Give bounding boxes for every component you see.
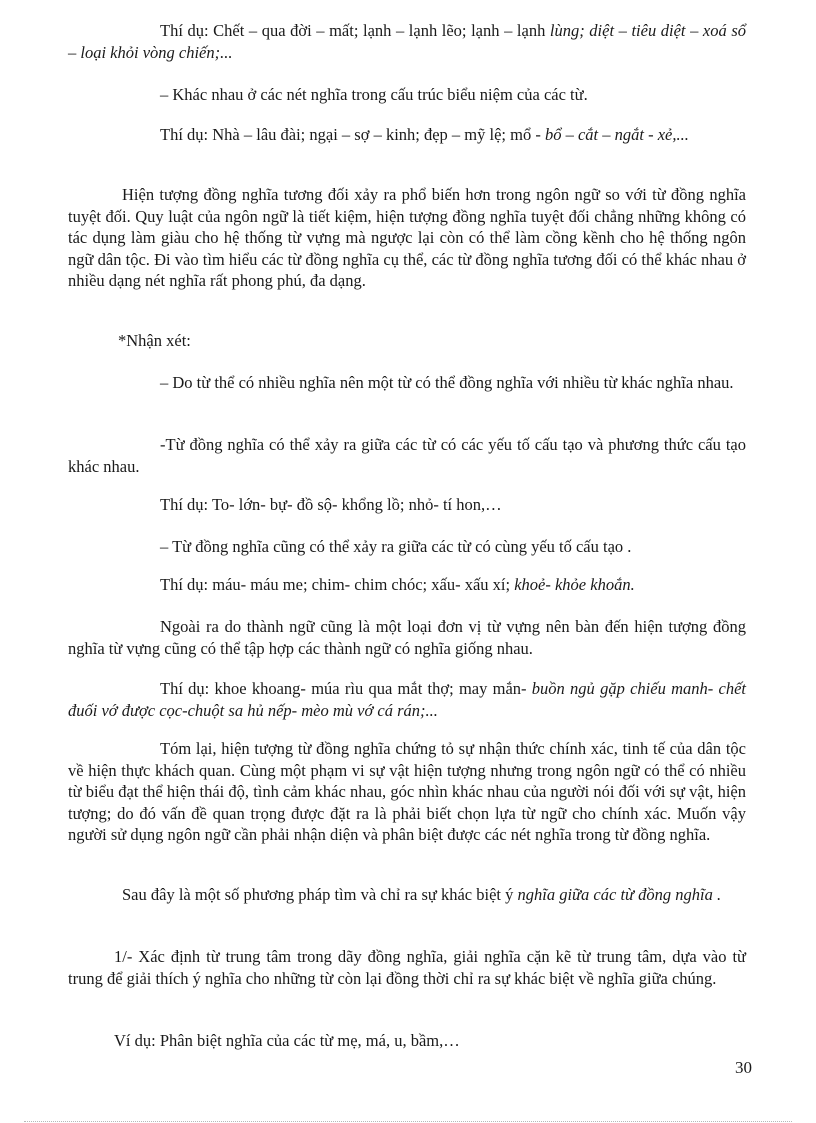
- paragraph-example-5: Thí dụ: khoe khoang- múa rìu qua mắt thợ; may mắn- buồn ngủ gặp chiếu manh- chết đuối vớ được cọc-chuột sa hủ nếp- mèo mù vớ cá rán;...: [68, 679, 746, 720]
- paragraph-methods-intro: Sau đây là một số phương pháp tìm và chỉ ra sự khác biệt ý nghĩa giữa các từ đồng nghĩa .: [122, 885, 722, 904]
- paragraph-remarks-heading: *Nhận xét:: [118, 331, 191, 350]
- paragraph-difference-note: – Khác nhau ở các nét nghĩa trong cấu trúc biểu niệm của các từ.: [160, 85, 588, 104]
- paragraph-remark-1: – Do từ thể có nhiều nghĩa nên một từ có thể đồng nghĩa với nhiều từ khác nghĩa nhau.: [160, 373, 734, 392]
- paragraph-example-4: Thí dụ: máu- máu me; chim- chim chóc; xấu- xấu xí; khoẻ- khỏe khoắn.: [160, 575, 635, 594]
- paragraph-remark-3: – Từ đồng nghĩa cũng có thể xảy ra giữa các từ có cùng yếu tố cấu tạo .: [160, 537, 632, 556]
- paragraph-example-1: Thí dụ: Chết – qua đời – mất; lạnh – lạnh lẽo; lạnh – lạnh lùng; diệt – tiêu diệt – xoá sổ – loại khỏi vòng chiến;...: [68, 21, 746, 62]
- paragraph-method-1: 1/- Xác định từ trung tâm trong dãy đồng nghĩa, giải nghĩa cặn kẽ từ trung tâm, dựa vào từ trung để giải thích ý nghĩa cho những từ còn lại đồng thời chỉ ra sự khác biệt về nghĩa giữa chúng.: [68, 947, 746, 988]
- paragraph-summary: Tóm lại, hiện tượng từ đồng nghĩa chứng tỏ sự nhận thức chính xác, tinh tế của dân tộc về hiện thực khách quan. Cùng một phạm vi sự vật hiện tượng nhưng trong ngôn ngữ có thể có nhiều từ biểu đạt thể hiện thái độ, tình cảm khác nhau, góc nhìn khác nhau của người nói đối với sự vật, hiện tượng; do đó vấn đề quan trọng được đặt ra là phải biết chọn lựa từ ngữ cho chính xác. Muốn vậy người sử dụng ngôn ngữ cần phải nhận diện và phân biệt được các nét nghĩa trong từ đồng nghĩa.: [68, 739, 746, 844]
- paragraph-relative-synonyms: Hiện tượng đồng nghĩa tương đối xảy ra phổ biến hơn trong ngôn ngữ so với từ đồng nghĩa tuyệt đối. Quy luật của ngôn ngữ là tiết kiệm, hiện tượng đồng nghĩa tuyệt đối chẳng những không có tác dụng làm giàu cho hệ thống từ vựng mà ngược lại còn có thể làm cồng kềnh cho hệ thống ngôn ngữ dân tộc. Đi vào tìm hiểu các từ đồng nghĩa cụ thể, các từ đồng nghĩa tương đối có thể khác nhau ở nhiều dạng nét nghĩa rất phong phú, đa dạng.: [68, 185, 746, 290]
- paragraph-example-2: Thí dụ: Nhà – lâu đài; ngại – sợ – kinh; đẹp – mỹ lệ; mổ - bổ – cắt – ngắt - xẻ,...: [160, 125, 689, 144]
- paragraph-remark-2: -Từ đồng nghĩa có thể xảy ra giữa các từ có các yếu tố cấu tạo và phương thức cấu tạo khác nhau.: [68, 435, 746, 476]
- paragraph-idioms: Ngoài ra do thành ngữ cũng là một loại đơn vị từ vựng nên bàn đến hiện tượng đồng nghĩa từ vựng cũng có thể tập hợp các thành ngữ có nghĩa giống nhau.: [68, 617, 746, 658]
- paragraph-example-6: Ví dụ: Phân biệt nghĩa của các từ mẹ, má, u, bầm,…: [114, 1031, 460, 1050]
- paragraph-example-3: Thí dụ: To- lớn- bự- đồ sộ- khổng lồ; nhỏ- tí hon,…: [160, 495, 502, 514]
- page-number: 30: [735, 1058, 752, 1077]
- footer-divider: [24, 1121, 792, 1122]
